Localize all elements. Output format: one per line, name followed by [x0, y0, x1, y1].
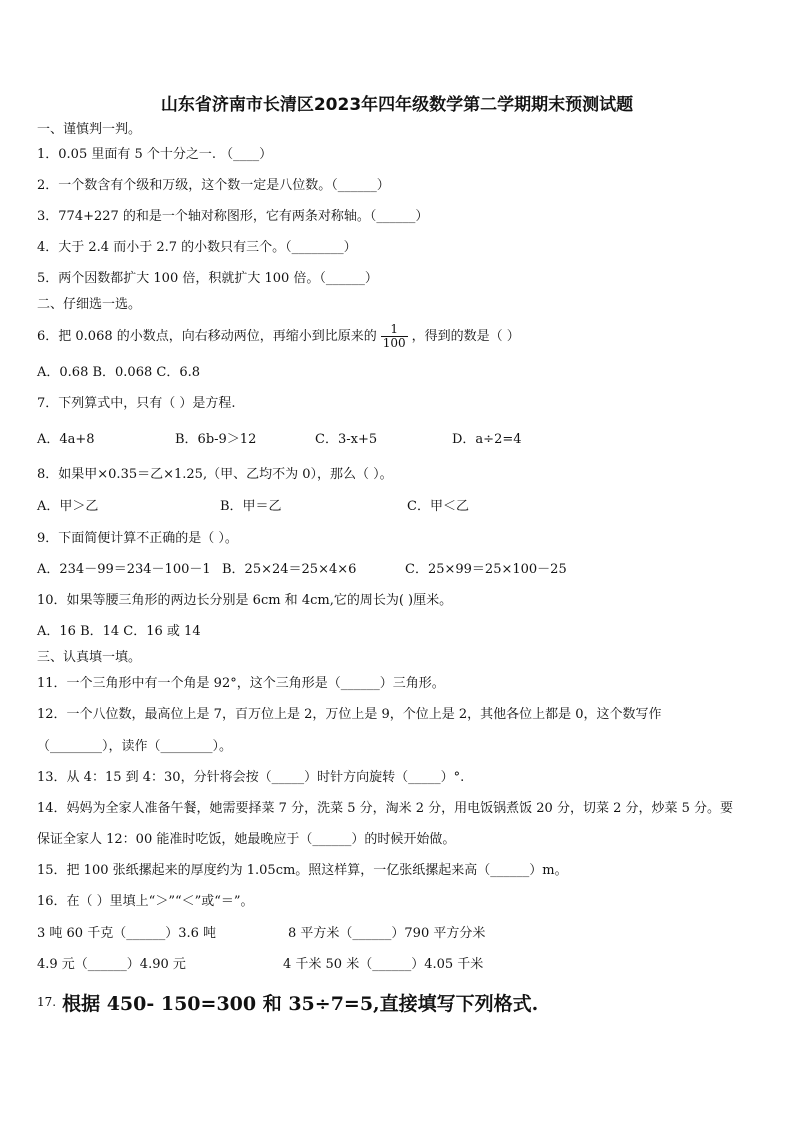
- question-2: 2．一个数含有个级和万级，这个数一定是八位数。（______）: [37, 178, 390, 193]
- fraction-numerator: 1: [381, 323, 408, 337]
- section-heading-judge: 一、谨慎判一判。: [37, 122, 142, 137]
- question-11: 11．一个三角形中有一个角是 92°，这个三角形是（______）三角形。: [37, 676, 445, 691]
- question-7: 7．下列算式中，只有（ ）是方程.: [37, 396, 236, 411]
- question-8-option-a: A．甲＞乙: [37, 499, 99, 514]
- fraction-denominator: 100: [382, 336, 406, 350]
- section-heading-choose: 二、仔细选一选。: [37, 297, 142, 312]
- question-7-option-b: B．6b-9＞12: [175, 432, 257, 447]
- question-6-text: 6．把 0.068 的小数点，向右移动两位，再缩小到比原来的: [37, 329, 377, 344]
- question-7-option-c: C．3-x+5: [315, 432, 378, 447]
- question-6-tail: ，得到的数是（ ）: [411, 329, 520, 344]
- fraction-one-hundredth: [381, 323, 408, 350]
- section-heading-fill: 三、认真填一填。: [37, 650, 142, 665]
- question-4: 4．大于 2.4 而小于 2.7 的小数只有三个。（________）: [37, 240, 357, 255]
- question-3: 3．774+227 的和是一个轴对称图形，它有两条对称轴。（______）: [37, 209, 429, 224]
- question-17-text: 根据 450- 150=300 和 35÷7=5,直接填写下列格式.: [62, 993, 539, 1015]
- question-12-line-1: 12．一个八位数，最高位上是 7，百万位上是 2，万位上是 9，个位上是 2，其他各位上都是 0，这个数写作: [37, 707, 662, 722]
- question-8: 8．如果甲×0.35＝乙×1.25,（甲、乙均不为 0），那么（ ）。: [37, 467, 393, 482]
- question-9-option-c: C．25×99＝25×100－25: [405, 562, 567, 577]
- question-1: 1．0.05 里面有 5 个十分之一. （____）: [37, 147, 273, 162]
- question-15: 15．把 100 张纸摞起来的厚度约为 1.05cm。照这样算，一亿张纸摞起来高（______）m。: [37, 863, 568, 878]
- question-9-option-a: A．234－99＝234－100－1: [37, 562, 211, 577]
- question-6-options: A．0.68 B．0.068 C．6.8: [37, 365, 200, 380]
- question-16-item-3: 4.9 元（______）4.90 元: [37, 957, 186, 972]
- question-12-line-2: （________），读作（________）。: [37, 739, 233, 754]
- question-13: 13．从 4：15 到 4：30，分针将会按（_____）时针方向旋转（_____）°.: [37, 770, 465, 785]
- question-6: [37, 322, 520, 352]
- question-17: [37, 990, 538, 1016]
- question-9: 9．下面简便计算不正确的是（ ）。: [37, 531, 238, 546]
- question-10-options: A．16 B．14 C．16 或 14: [37, 624, 201, 639]
- question-5: 5．两个因数都扩大 100 倍，积就扩大 100 倍。（______）: [37, 271, 378, 286]
- question-14-line-2: 保证全家人 12：00 能准时吃饭，她最晚应于（______）的时候开始做。: [37, 832, 456, 847]
- question-9-option-b: B．25×24＝25×4×6: [222, 562, 357, 577]
- question-17-number: 17.: [37, 995, 57, 1009]
- question-8-option-c: C．甲＜乙: [407, 499, 469, 514]
- question-16-item-4: 4 千米 50 米（______）4.05 千米: [283, 957, 484, 972]
- question-7-option-d: D．a÷2=4: [452, 432, 522, 447]
- exam-title: 山东省济南市长清区2023年四年级数学第二学期期末预测试题: [160, 95, 634, 115]
- question-8-option-b: B．甲＝乙: [220, 499, 282, 514]
- question-16: 16．在（ ）里填上“＞”“＜”或“＝”。: [37, 894, 254, 909]
- question-10: 10．如果等腰三角形的两边长分别是 6cm 和 4cm,它的周长为( )厘米。: [37, 593, 453, 608]
- question-16-item-2: 8 平方米（______）790 平方分米: [288, 926, 486, 941]
- question-7-option-a: A．4a+8: [37, 432, 95, 447]
- question-14-line-1: 14．妈妈为全家人准备午餐，她需要择菜 7 分，洗菜 5 分，淘米 2 分，用电饭锅煮饭 20 分，切菜 2 分，炒菜 5 分。要: [37, 801, 734, 816]
- question-16-item-1: 3 吨 60 千克（______）3.6 吨: [37, 926, 217, 941]
